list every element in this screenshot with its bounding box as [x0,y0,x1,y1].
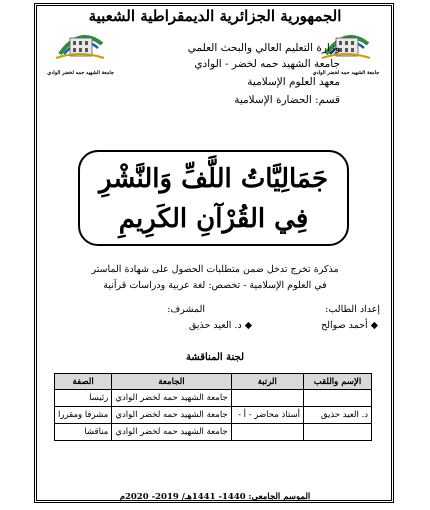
table-cell [303,424,371,441]
committee-table [54,373,372,441]
institute-line: معهد العلوم الإسلامية [247,76,340,88]
thesis-title-line1: جَمَالِيَّاتُ اللَّفِّ وَالنَّشْرِ [98,164,329,194]
table-cell: جامعة الشهيد حمه لخضر الوادي [112,390,231,407]
table-row [55,424,372,441]
column-header: الصفة [55,374,112,390]
table-header-row [55,374,372,390]
table-row [55,407,372,424]
left-logo-caption: جامعة الشهيد حمه لخضر الوادي [47,70,114,76]
supervisor-label: المشرف: [167,304,205,315]
department-line: قسم: الحضارة الإسلامية [234,94,340,106]
ministry-line: وزارة التعليم العالي والبحث العلمي [187,42,340,54]
table-cell: د. العيد حذيق [303,407,371,424]
university-logo-left [52,24,108,70]
table-cell: مشرفا ومقررا [55,407,112,424]
university-line: جامعة الشهيد حمه لخضر - الوادي [194,58,340,70]
table-cell: جامعة الشهيد حمه لخضر الوادي [112,424,231,441]
student-name: أحمد صوالح [321,320,368,331]
right-logo-caption: جامعة الشهيد حمه لخضر الوادي [312,70,380,76]
table-cell: جامعة الشهيد حمه لخضر الوادي [112,407,231,424]
column-header: الرتبة [231,374,303,390]
table-cell: رئيسا [55,390,112,407]
thesis-title-line2: فِي القُرْآنِ الكَرِيمِ [118,204,309,234]
table-cell: مناقشا [55,424,112,441]
column-header: الإسم واللقب [303,374,371,390]
memo-line1: مذكرة تخرج تدخل ضمن متطلبات الحصول على شهادة الماستر [91,264,339,275]
table-cell [231,424,303,441]
committee-heading: لجنة المناقشة [185,352,245,363]
table-cell: أستاذ محاضر - أ - [231,407,303,424]
memo-line2: في العلوم الإسلامية - تخصص: لغة عربية ودراسات قرآنية [103,280,327,291]
table-row [55,390,372,407]
table-cell [303,390,371,407]
column-header: الجامعة [112,374,231,390]
supervisor-name-row [189,320,252,331]
academic-year [40,492,390,502]
thesis-title-box [78,150,349,246]
bullet-diamond-icon: ◆ [367,320,378,331]
republic-header: الجمهورية الجزائرية الديمقراطية الشعبية [88,7,342,25]
bullet-diamond-icon: ◆ [241,320,252,331]
academic-year-value: 1440- 1441هـ/ 2019- 2020م [119,492,246,502]
student-label: إعداد الطالب: [325,304,380,315]
student-name-row [321,320,378,331]
supervisor-name: د. العيد حذيق [188,320,242,331]
table-cell [231,390,303,407]
academic-year-label: الموسم الجامعي: [248,492,311,502]
